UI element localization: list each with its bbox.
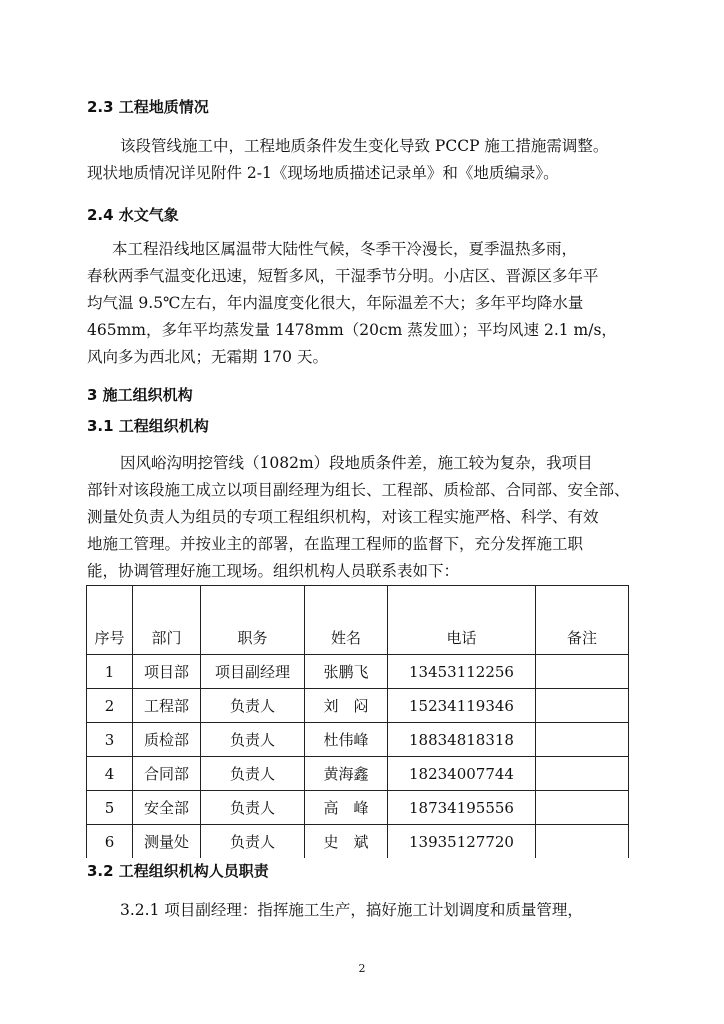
table-cell: 史 斌 (305, 825, 388, 859)
table-cell: 负责人 (201, 689, 305, 723)
table-header-row (87, 586, 629, 655)
section-heading-2-4: 2.4 水文气象 (87, 206, 179, 224)
table-row (87, 757, 629, 791)
table-cell: 负责人 (201, 757, 305, 791)
table-cell: 4 (87, 757, 133, 791)
header-cell: 职务 (201, 586, 305, 655)
table-cell (536, 791, 629, 825)
table-cell: 质检部 (133, 723, 201, 757)
page-number: 2 (358, 962, 366, 975)
table-cell: 13453112256 (388, 655, 536, 689)
text-line: 因风峪沟明挖管线（1082m）段地质条件差，施工较为复杂，我项目 (120, 454, 593, 472)
paragraph-responsibilities (87, 897, 583, 924)
table-cell: 6 (87, 825, 133, 859)
paragraph-hydrology (87, 236, 617, 371)
section-heading-3-1: 3.1 工程组织机构 (87, 417, 209, 435)
table-cell (536, 723, 629, 757)
table-cell: 黄海鑫 (305, 757, 388, 791)
section-heading-3: 3 施工组织机构 (87, 386, 193, 404)
paragraph-geology (87, 133, 608, 187)
section-heading-3-2: 3.2 工程组织机构人员职责 (87, 862, 269, 880)
header-cell: 序号 (87, 586, 133, 655)
table-cell: 安全部 (133, 791, 201, 825)
staff-contact-table (86, 585, 629, 858)
table-cell: 2 (87, 689, 133, 723)
table-cell: 测量处 (133, 825, 201, 859)
table-row (87, 825, 629, 859)
table-cell: 13935127720 (388, 825, 536, 859)
table-cell: 负责人 (201, 825, 305, 859)
text-line: 465mm，多年平均蒸发量 1478mm（20cm 蒸发皿）；平均风速 2.1 m/s， (87, 321, 617, 339)
header-cell: 备注 (536, 586, 629, 655)
table-cell: 负责人 (201, 791, 305, 825)
table-cell: 15234119346 (388, 689, 536, 723)
table-cell: 3 (87, 723, 133, 757)
table-cell: 工程部 (133, 689, 201, 723)
header-cell: 部门 (133, 586, 201, 655)
table-cell (536, 757, 629, 791)
table-row (87, 689, 629, 723)
table-row (87, 723, 629, 757)
table-cell (536, 825, 629, 859)
table-cell: 张鹏飞 (305, 655, 388, 689)
table-cell: 高 峰 (305, 791, 388, 825)
text-line: 3.2.1 项目副经理：指挥施工生产，搞好施工计划调度和质量管理， (120, 901, 583, 919)
table-cell: 5 (87, 791, 133, 825)
table-cell: 负责人 (201, 723, 305, 757)
text-line: 地施工管理。并按业主的部署，在监理工程师的监督下，充分发挥施工职 (87, 535, 584, 553)
text-line: 本工程沿线地区属温带大陆性气候，冬季干冷漫长，夏季温热多雨， (112, 240, 578, 258)
section-heading-2-3: 2.3 工程地质情况 (87, 98, 209, 116)
table-row (87, 655, 629, 689)
table-row (87, 791, 629, 825)
table-cell: 刘 闷 (305, 689, 388, 723)
table-cell: 项目副经理 (201, 655, 305, 689)
table-cell: 项目部 (133, 655, 201, 689)
paragraph-organization (87, 450, 630, 585)
text-line: 春秋两季气温变化迅速，短暂多风，干湿季节分明。小店区、晋源区多年平 (87, 267, 599, 285)
table-cell: 合同部 (133, 757, 201, 791)
table-cell: 杜伟峰 (305, 723, 388, 757)
text-line: 均气温 9.5℃左右，年内温度变化很大，年际温差不大；多年平均降水量 (87, 294, 584, 312)
text-line: 测量处负责人为组员的专项工程组织机构，对该工程实施严格、科学、有效 (87, 508, 599, 526)
header-cell: 电话 (388, 586, 536, 655)
table-cell: 18734195556 (388, 791, 536, 825)
table-cell (536, 655, 629, 689)
text-line: 现状地质情况详见附件 2-1《现场地质描述记录单》和《地质编录》。 (87, 164, 559, 182)
table-cell (536, 689, 629, 723)
table-cell: 1 (87, 655, 133, 689)
table-cell: 18834818318 (388, 723, 536, 757)
text-line: 能，协调管理好施工现场。组织机构人员联系表如下： (87, 562, 460, 580)
text-line: 部针对该段施工成立以项目副经理为组长、工程部、质检部、合同部、安全部、 (87, 481, 630, 499)
table-cell: 18234007744 (388, 757, 536, 791)
header-cell: 姓名 (305, 586, 388, 655)
text-line: 风向多为西北风；无霜期 170 天。 (87, 348, 328, 366)
text-line: 该段管线施工中，工程地质条件发生变化导致 PCCP 施工措施需调整。 (120, 137, 609, 155)
